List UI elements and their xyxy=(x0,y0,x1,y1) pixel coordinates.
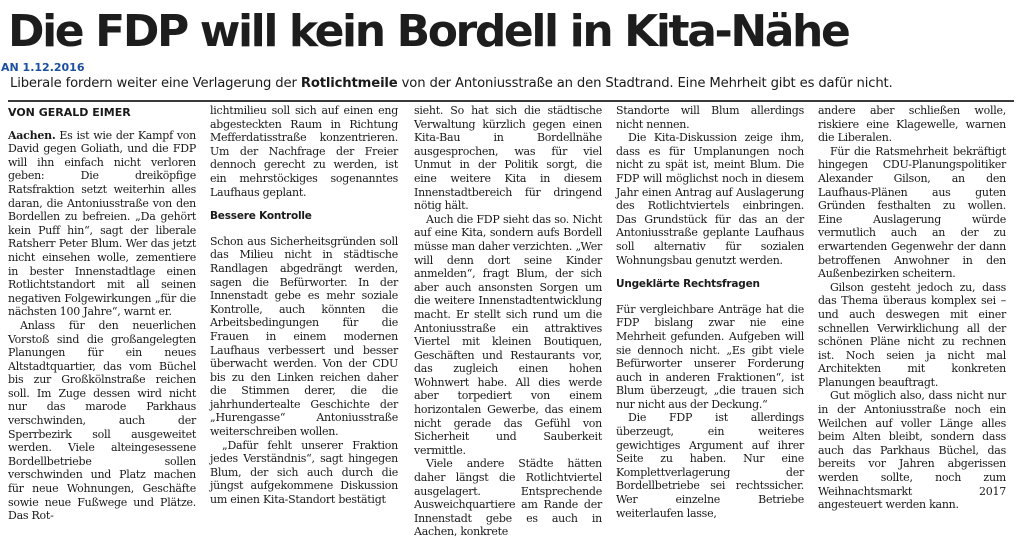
article-paragraph: sieht. So hat sich die städtische Verwaltung kürzlich gegen einen Kita-Bau in Bordellnähe ausgesprochen, was für viel Unmut in der Politik sorgt, die eine weitere Kita in diesem Innenstadtbereich für dringend nötig hält. xyxy=(414,104,602,213)
subheadline xyxy=(10,74,1020,94)
article-paragraph: Auch die FDP sieht das so. Nicht auf eine Kita, sondern aufs Bordell müsse man daher verzichten. „Wer will denn dort seine Kinder anmelden“, fragt Blum, der sich aber auch ansonsten Sorgen um die weitere Innenstadtentwicklung macht. Er stellt sich rund um die Antoniusstraße ein attraktives Viertel mit kleinen Boutiquen, Geschäften und Restaurants vor, das zugleich einen hohen Wohnwert habe. All dies werde aber torpediert von einem horizontalen Gewerbe, das einem nicht gerade das Gefühl von Sicherheit und Sauberkeit vermittle. xyxy=(414,212,602,457)
article-paragraph: Die FDP ist allerdings überzeugt, ein weiteres gewichtiges Argument auf ihrer Seite zu haben. Nur eine Komplettverlagerung der Bordellbetriebe sei rechtssicher. Wer einzelne Betriebe weiterlaufen lasse, xyxy=(616,411,804,520)
article-paragraph: Gut möglich also, dass nicht nur in der Antoniusstraße noch ein Weilchen auf voller Länge alles beim Alten bleibt, sondern dass auch das Parkhaus Büchel, das bereits vor Jahren abgerissen werden sollte, noch zum Weihnachtsmarkt 2017 angesteuert werden kann. xyxy=(818,389,1006,512)
article-paragraph: Gilson gesteht jedoch zu, dass das Thema überaus komplex sei – und auch deswegen mit einer schnellen Verwirklichung all der schönen Pläne nicht zu rechnen ist. Noch seien ja nicht mal Architekten mit konkreten Planungen beauftragt. xyxy=(818,280,1006,389)
headline-divider xyxy=(8,100,1014,102)
article-column-4 xyxy=(616,104,804,520)
article-paragraph: Viele andere Städte hätten daher längst die Rotlichtviertel ausgelagert. Entsprechende Ausweichquartiere am Rande der Innenstadt gebe es auch in Aachen, konkrete xyxy=(414,457,602,539)
subheadline-emphasis: Rotlichtmeile xyxy=(300,76,398,91)
author-byline: VON GERALD EIMER xyxy=(8,106,131,119)
article-column-2 xyxy=(210,104,398,507)
article-paragraph: Die Kita-Diskussion zeige ihm, dass es für Umplanungen noch nicht zu spät ist, meint Blum. Die FDP will möglichst noch in diesem Jahr einen Antrag auf Auslagerung des Rotlichtviertels einbringen. Das Grundstück für das an der Antoniusstraße geplante Laufhaus soll alternativ für sozialen Wohnungsbau genutzt werden. xyxy=(616,131,804,267)
article-paragraph: Für die Ratsmehrheit bekräftigt hingegen CDU-Planungspolitiker Alexander Gilson, an den Laufhaus-Plänen aus guten Gründen festhalten zu wollen. Eine Auslagerung würde vermutlich auch an der zu erwartenden Gegenwehr der dann betroffenen Anwohner in den Außenbezirken scheitern. xyxy=(818,144,1006,281)
article-paragraph: andere aber schließen wolle, riskiere eine Klagewelle, warnen die Liberalen. xyxy=(818,104,1006,145)
article-paragraph: lichtmilieu soll sich auf einen eng abgesteckten Raum in Richtung Mefferdatisstraße konzentrieren. Um der Nachfrage der Freier dennoch gerecht zu werden, ist ein mehrstöckiges sogenanntes Laufhaus geplant. xyxy=(210,104,398,199)
article-column-5 xyxy=(818,104,1006,512)
section-subhead: Bessere Kontrolle xyxy=(210,210,312,223)
article-column-1 xyxy=(8,104,196,523)
subheadline-text-start: Liberale fordern weiter eine Verlagerung der xyxy=(10,76,301,91)
paragraph-text: Es ist wie der Kampf von David gegen Goliath, und die FDP will ihn einfach nicht verloren geben: Die dreiköpfige Ratsfraktion setzt weiterhin alles daran, die Antoniusstraße von den Bordellen zu befreien. „Da gehört kein Puff hin“, sagt der liberale Ratsherr Peter Blum. Wer das jetzt nicht einsehen wolle, zementiere in bester Innenstadtlage einen Rotlichtstandort mit all seinen negativen Folgewirkungen „für die nächsten 100 Jahre“, warnt er. xyxy=(8,128,196,319)
headline: Die FDP will kein Bordell in Kita-Nähe xyxy=(8,6,849,57)
article-paragraph: „Dafür fehlt unserer Fraktion jedes Verständnis“, sagt hingegen Blum, der sich auch durch die jüngst aufgekommene Diskussion um einen Kita-Standort bestätigt xyxy=(210,438,398,507)
article-paragraph: Anlass für den neuerlichen Vorstoß sind die großangelegten Planungen für ein neues Altstadtquartier, das vom Büchel bis zur Großkölnstraße reichen soll. Im Zuge dessen wird nicht nur das marode Parkhaus verschwinden, auch der Sperrbezirk soll ausgeweitet werden. Viele alteingesessene Bordellbetriebe sollen verschwinden und Platz machen für neue Wohnungen, Geschäfte sowie neue Fußwege und Plätze. Das Rot- xyxy=(8,318,196,523)
article-column-3 xyxy=(414,104,602,539)
dateline: Aachen. xyxy=(8,128,56,142)
article-paragraph: Für vergleichbare Anträge hat die FDP bislang zwar nie eine Mehrheit gefunden. Aufgeben will sie dennoch nicht. „Es gibt viele Befürworter unserer Forderung auch in anderen Fraktionen“, ist Blum überzeugt, „die trauen sich nur nicht aus der Deckung.“ xyxy=(616,302,804,411)
subheadline-text-end: von der Antoniusstraße an den Stadtrand. Eine Mehrheit gibt es dafür nicht. xyxy=(397,76,893,91)
article-paragraph: Standorte will Blum allerdings nicht nennen. xyxy=(616,104,804,131)
article-paragraph: Schon aus Sicherheitsgründen soll das Milieu nicht in städtische Randlagen abgedrängt werden, sagen die Befürworter. In der Innenstadt gebe es mehr soziale Kontrolle, auch könnten die Arbeitsbedingungen für die Frauen in einem modernen Laufhaus verbessert und besser überwacht werden. Von der CDU bis zu den Linken reichen daher die Stimmen derer, die die jahrhundertealte Geschichte der „Hurengasse“ Antoniusstraße weiterschreiben wollen. xyxy=(210,234,398,439)
source-date-label: AN 1.12.2016 xyxy=(1,61,85,74)
section-subhead: Ungeklärte Rechtsfragen xyxy=(616,278,760,291)
article-paragraph xyxy=(8,129,196,319)
